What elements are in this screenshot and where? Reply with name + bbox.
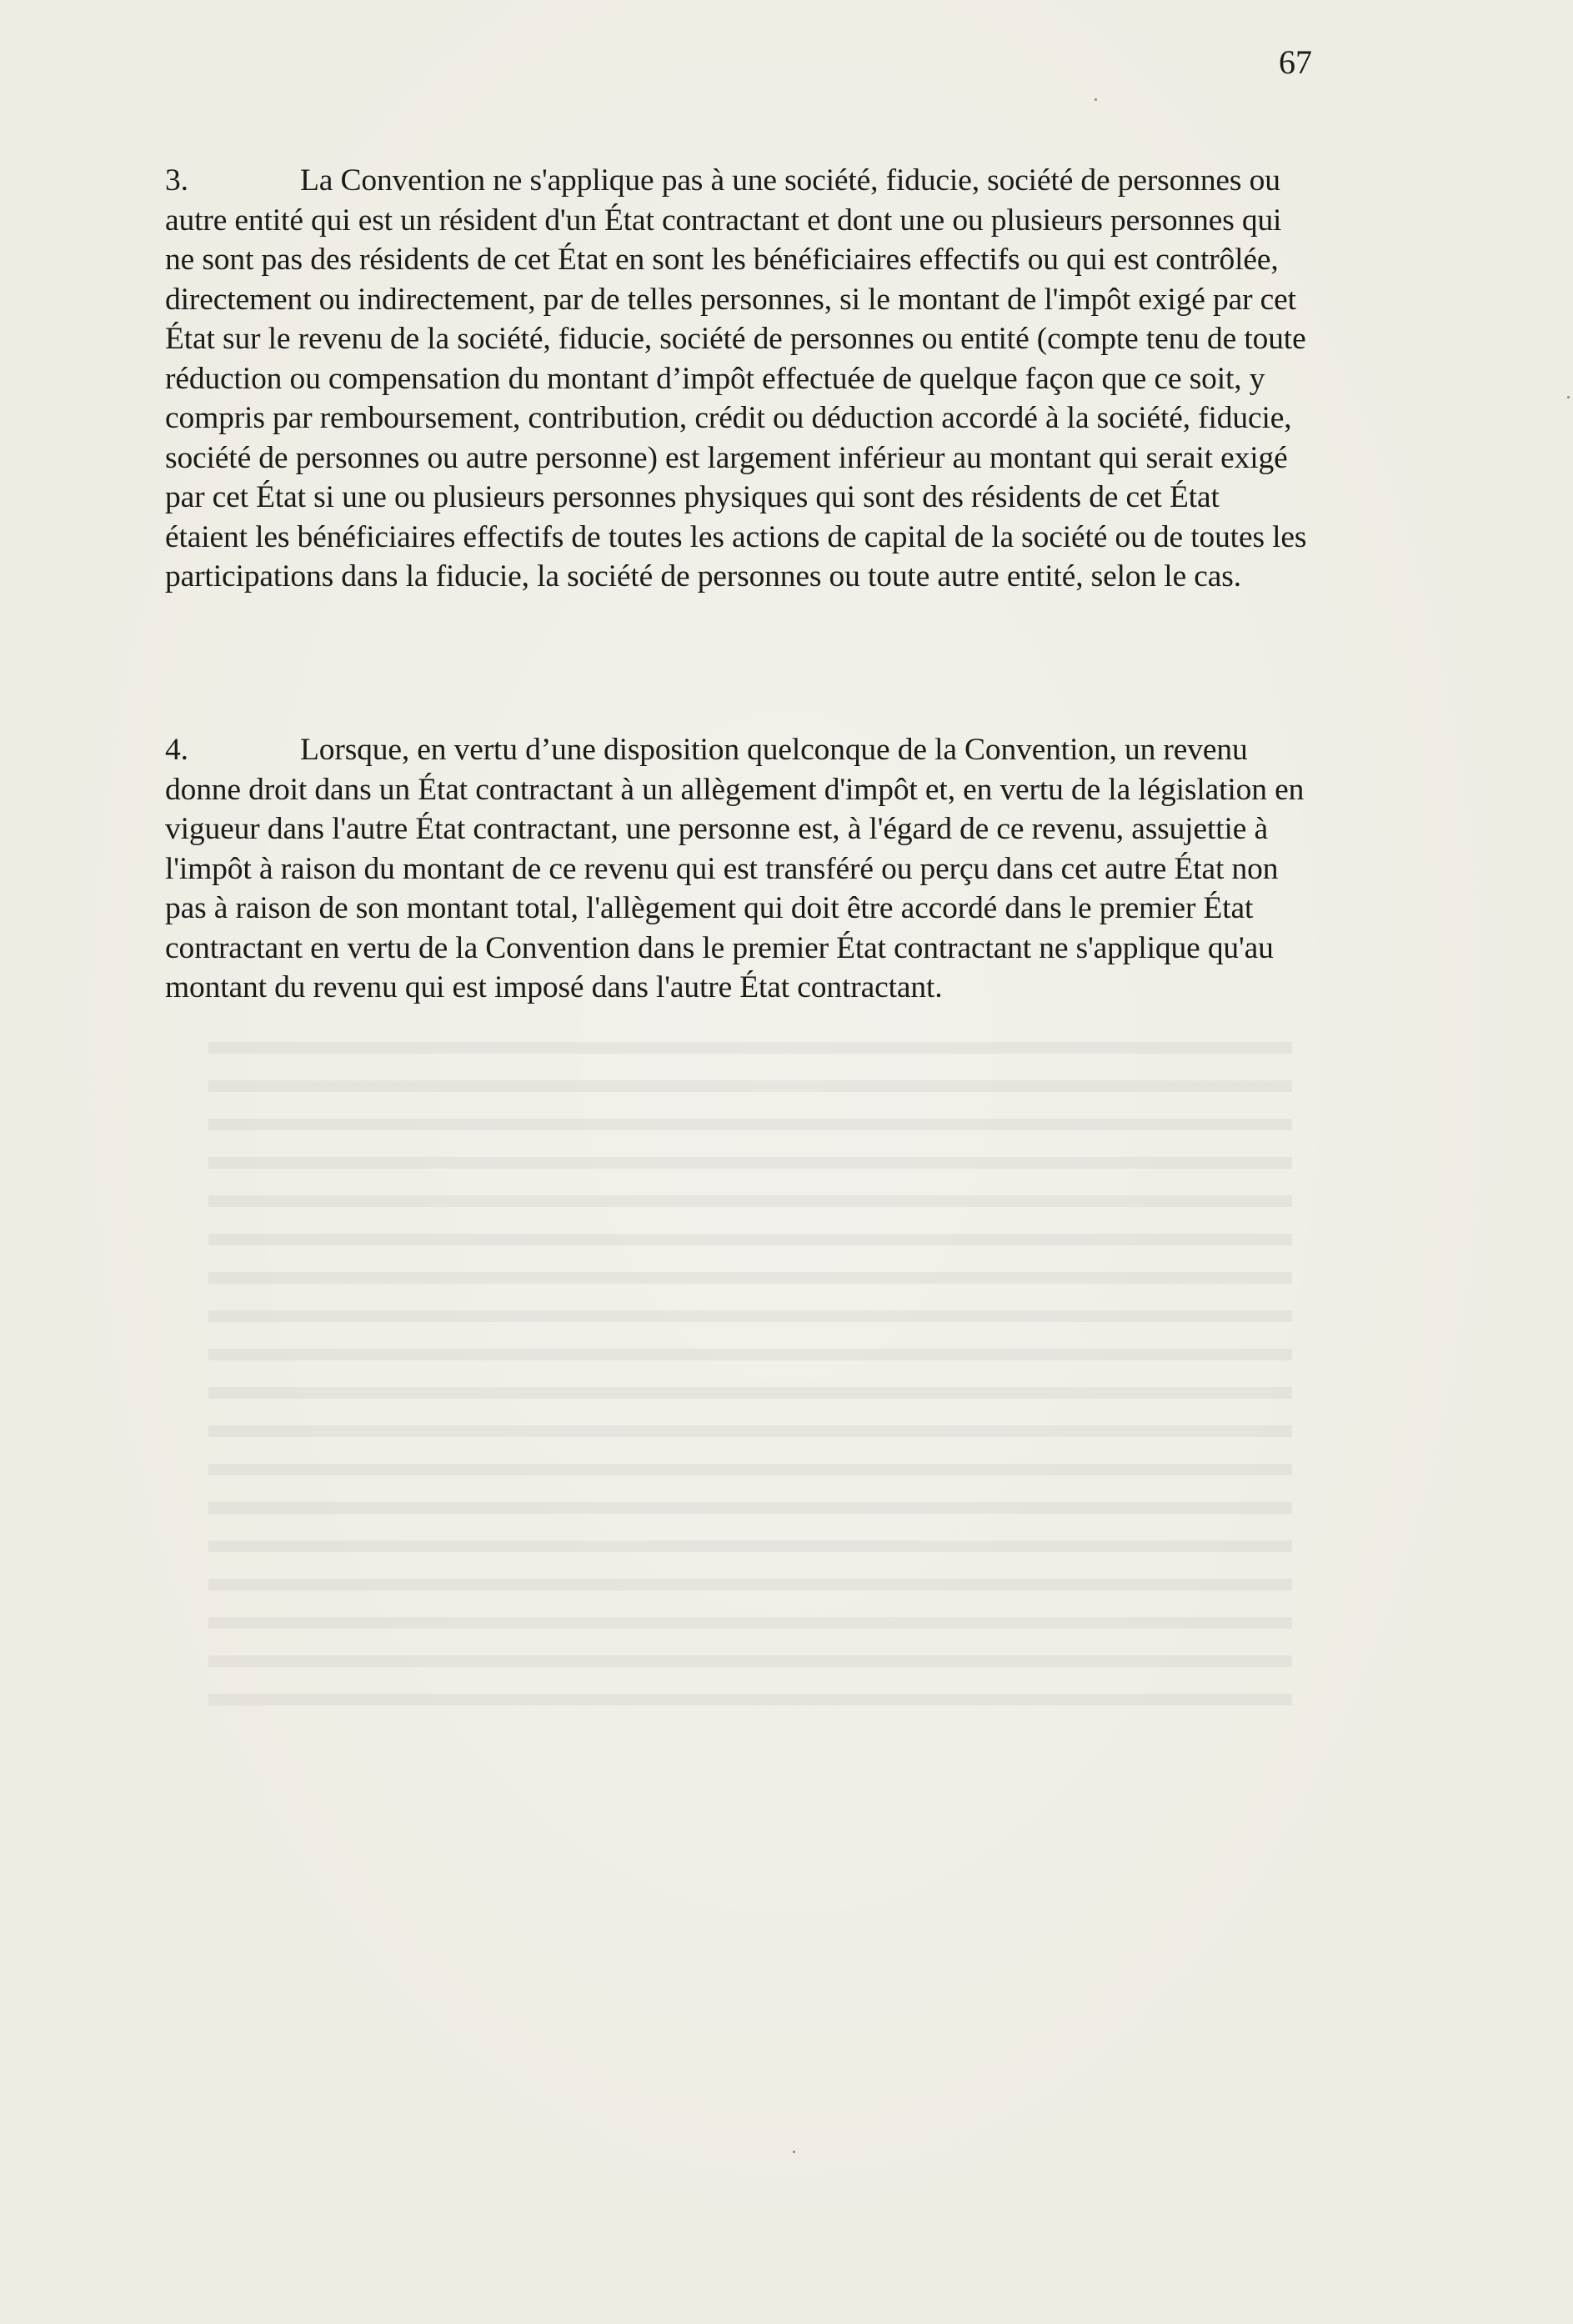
paragraph-text: La Convention ne s'applique pas à une société, fiducie, société de personnes ou autre entité qui est un résident d'un État contractant et dont une ou plusieurs personnes qui ne sont pas des résidents de cet État en sont les bénéficiaires effectifs ou qui est contrôlée, directement ou indirectement, par de telles personnes, si le montant de l'impôt exigé par cet État sur le revenu de la société, fiducie, société de personnes ou entité (compte tenu de toute réduction ou compensation du montant d’impôt effectuée de quelque façon que ce soit, y compris par remboursement, contribution, crédit ou déduction accordé à la société, fiducie, société de personnes ou autre personne) est largement inférieur au montant qui serait exigé par cet État si une ou plusieurs personnes physiques qui sont des résidents de cet État étaient les bénéficiaires effectifs de toutes les actions de capital de la société ou de toutes les participations dans la fiducie, la société de personnes ou toute autre entité, selon le cas. bbox=[165, 163, 1307, 594]
paper-speck bbox=[1095, 98, 1097, 101]
paper-speck bbox=[793, 2151, 795, 2153]
page-number: 67 bbox=[1279, 43, 1312, 81]
paragraph-number: 4. bbox=[165, 733, 188, 767]
paragraph-4 bbox=[165, 730, 1309, 1008]
paragraph-3 bbox=[165, 161, 1309, 597]
paragraph-number: 3. bbox=[165, 163, 188, 198]
paragraph-text: Lorsque, en vertu d’une disposition quelconque de la Convention, un revenu donne droit dans un État contractant à un allègement d'impôt et, en vertu de la législation en vigueur dans l'autre État contractant, une personne est, à l'égard de ce revenu, assujettie à l'impôt à raison du montant de ce revenu qui est transféré ou perçu dans cet autre État non pas à raison de son montant total, l'allègement qui doit être accordé dans le premier État contractant en vertu de la Convention dans le premier État contractant ne s'applique qu'au montant du revenu qui est imposé dans l'autre État contractant. bbox=[165, 733, 1305, 1004]
show-through-text bbox=[208, 1042, 1292, 1725]
paper-speck bbox=[1567, 396, 1570, 398]
